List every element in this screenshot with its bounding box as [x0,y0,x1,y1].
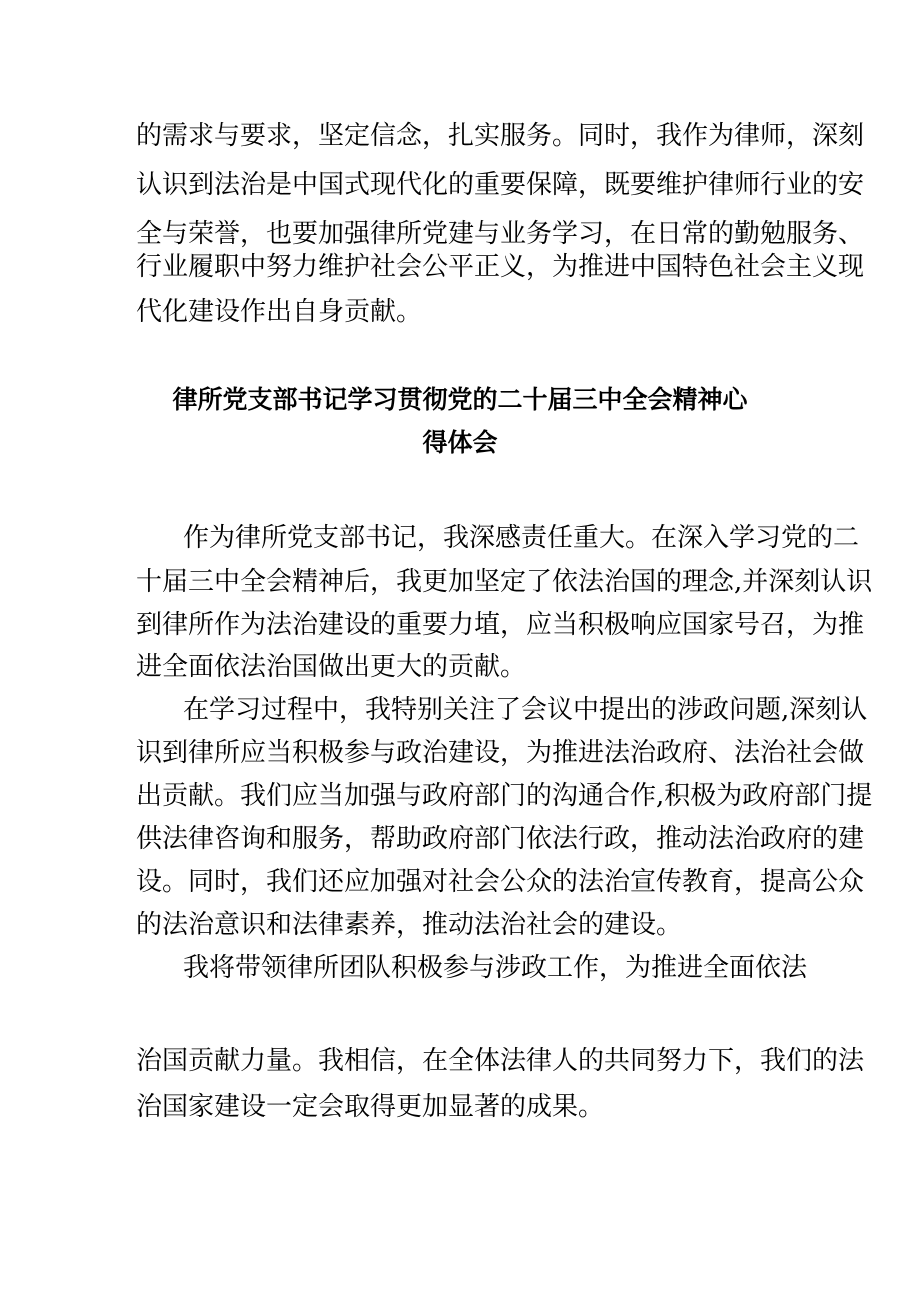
paragraph-3-line-3: 治国家建设一定会取得更加显著的成果。 [136,1092,605,1122]
paragraph-2-line-2: 识到律所应当积极参与政治建设，为推进法治政府、法治社会做 [136,738,865,768]
continuation-line-4: 行业履职中努力维护社会公平正义，为推进中国特色社会主义现 [136,252,865,282]
paragraph-1-line-4: 进全面依法治国做出更大的贡献。 [136,652,527,682]
paragraph-3-line-1: 我将带领律所团队积极参与涉政工作，为推进全面依法 [183,953,808,983]
paragraph-1-line-1: 作为律所党支部书记，我深感责任重大。在深入学习党的二 [183,523,860,553]
paragraph-2-line-5: 设。同时，我们还应加强对社会公众的法治宣传教育，提高公众 [136,867,865,897]
continuation-line-2: 认识到法治是中国式现代化的重要保障，既要维护律师行业的安 [136,170,865,200]
paragraph-3-line-2: 治国贡献力量。我相信，在全体法律人的共同努力下，我们的法 [136,1046,865,1076]
paragraph-2-line-4: 供法律咨询和服务，帮助政府部门依法行政，推动法治政府的建 [136,824,865,854]
paragraph-1-line-3: 到律所作为法治建设的重要力埴，应当积极响应国家号召，为推 [136,610,865,640]
article-title-line-1: 律所党支部书记学习贯彻党的二十届三中全会精神心 [172,385,748,414]
article-title-line-2: 得体会 [422,428,498,457]
paragraph-2-line-6: 的法治意识和法律素养，推动法治社会的建设。 [136,910,683,940]
paragraph-2-line-1: 在学习过程中，我特别关注了会议中提出的涉政问题,深刻认 [183,695,868,725]
paragraph-2-line-3: 出贡献。我们应当加强与政府部门的沟通合作,积极为政府部门提 [136,781,873,811]
continuation-line-1: 的需求与要求，坚定信念，扎实服务。同时，我作为律师，深刻 [136,121,865,151]
continuation-line-5: 代化建设作出自身贡献。 [136,297,423,327]
paragraph-1-line-2: 十届三中全会精神后，我更加坚定了依法治国的理念,并深刻认识 [136,567,873,597]
continuation-line-3: 全与荣誉，也要加强律所党建与业务学习，在日常的勤勉服务、 [136,219,865,249]
